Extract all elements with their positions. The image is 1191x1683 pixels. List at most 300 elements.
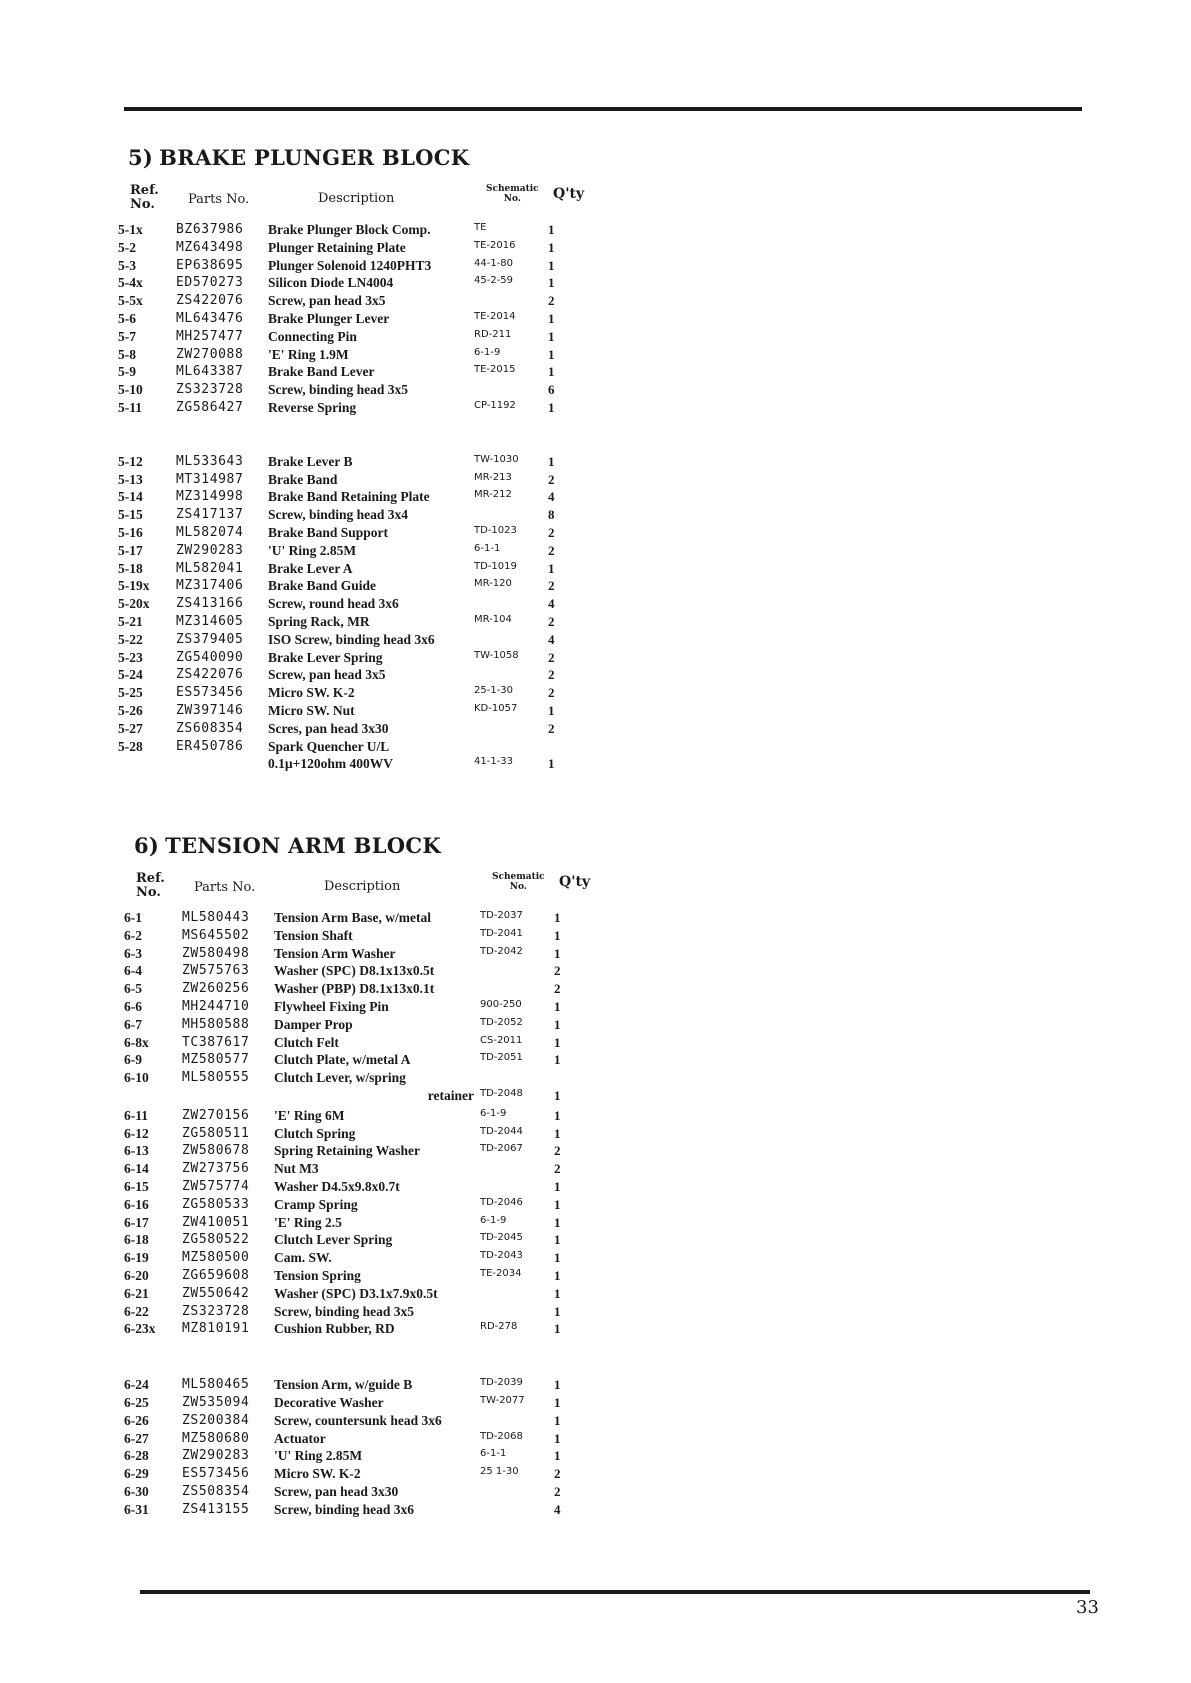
- cell-schematic: TD-2045: [480, 1232, 523, 1244]
- cell-part-no: ZW270156: [182, 1107, 250, 1123]
- cell-ref: 6-15: [124, 1178, 149, 1194]
- cell-ref: 6-8x: [124, 1034, 149, 1050]
- cell-description: Screw, pan head 3x5: [268, 293, 386, 309]
- cell-description: Plunger Solenoid 1240PHT3: [268, 257, 432, 273]
- cell-description: Tension Arm, w/guide B: [274, 1377, 413, 1393]
- cell-description: Tension Shaft: [274, 927, 353, 943]
- cell-part-no: ML643387: [176, 364, 244, 380]
- parts-list: [118, 454, 598, 757]
- cell-ref: 6-29: [124, 1466, 149, 1482]
- cell-ref: 6-11: [124, 1107, 149, 1123]
- cell-ref: 6-2: [124, 927, 142, 943]
- cell-part-no: ZS422076: [176, 293, 244, 309]
- cell-schematic: 6-1-1: [474, 542, 501, 554]
- table-row: [118, 400, 598, 418]
- table-row: [124, 1250, 604, 1268]
- cell-description: 'E' Ring 6M: [274, 1107, 345, 1123]
- cell-schematic: TW-1030: [474, 453, 519, 465]
- cell-part-no: ZG586427: [176, 399, 244, 415]
- cell-part-no: ZG540090: [176, 649, 244, 665]
- table-row: [118, 364, 598, 382]
- cell-qty: 1: [548, 328, 555, 344]
- cell-ref: 6-25: [124, 1394, 149, 1410]
- table-row: [118, 650, 598, 668]
- cell-schematic: TD-2067: [480, 1143, 523, 1155]
- top-rule: [124, 107, 1082, 111]
- cell-ref: 6-12: [124, 1125, 149, 1141]
- cell-ref: 5-3: [118, 257, 136, 273]
- cell-qty: 1: [548, 364, 555, 380]
- cell-qty: 1: [548, 560, 555, 576]
- cell-description: Cushion Rubber, RD: [274, 1321, 395, 1337]
- cell-part-no: BZ637986: [176, 222, 244, 237]
- cell-part-no: MZ580680: [182, 1430, 250, 1446]
- cell-ref: 5-27: [118, 720, 143, 736]
- cell-description: Screw, countersunk head 3x6: [274, 1412, 442, 1428]
- table-row: [118, 382, 598, 400]
- cell-qty: 2: [548, 542, 555, 558]
- cell-ref: 6-1: [124, 910, 142, 925]
- cell-description: Plunger Retaining Plate: [268, 239, 406, 255]
- cell-qty: 4: [548, 631, 555, 647]
- section-brake-plunger-block: [118, 145, 598, 774]
- cell-description: Spring Retaining Washer: [274, 1143, 421, 1159]
- cell-ref: 5-13: [118, 471, 143, 487]
- cell-part-no: ZG659608: [182, 1267, 250, 1283]
- cell-part-no: ZS413166: [176, 596, 244, 612]
- cell-schematic: TD-2052: [480, 1016, 523, 1028]
- cell-qty: 1: [554, 1394, 561, 1410]
- section-title: 6) TENSION ARM BLOCK: [134, 833, 441, 858]
- cell-schematic: MR-213: [474, 471, 512, 483]
- cell-description: Brake Lever A: [268, 560, 353, 576]
- cell-ref: 5-12: [118, 453, 143, 469]
- cell-ref: 6-17: [124, 1214, 149, 1230]
- cell-part-no: MH580588: [182, 1016, 250, 1032]
- cell-qty: 1: [554, 1196, 561, 1212]
- cell-part-no: ZW290283: [182, 1448, 250, 1464]
- cell-ref: 6-10: [124, 1070, 149, 1086]
- table-header: [124, 872, 604, 908]
- cell-description: Spring Rack, MR: [268, 613, 370, 629]
- cell-part-no: MZ643498: [176, 239, 244, 255]
- table-row: [124, 1321, 604, 1339]
- table-row: [124, 1215, 604, 1233]
- cell-ref: 6-20: [124, 1267, 149, 1283]
- cell-part-no: ZW397146: [176, 702, 244, 718]
- cell-part-no: MZ580577: [182, 1052, 250, 1068]
- cell-part-no: ML580465: [182, 1377, 250, 1393]
- cell-description: 'U' Ring 2.85M: [274, 1448, 363, 1464]
- cell-ref: 5-6: [118, 310, 136, 326]
- cell-ref: 5-15: [118, 507, 143, 523]
- cell-qty: 2: [554, 1143, 561, 1159]
- cell-ref: 6-18: [124, 1232, 149, 1248]
- cell-ref: 6-13: [124, 1143, 149, 1159]
- table-row: [124, 1161, 604, 1179]
- cell-description: ISO Screw, binding head 3x6: [268, 631, 435, 647]
- table-row: [124, 928, 604, 946]
- cell-qty: 2: [548, 649, 555, 665]
- table-row: [118, 632, 598, 650]
- cell-schematic: 44-1-80: [474, 257, 514, 269]
- cell-ref: 6-24: [124, 1377, 149, 1393]
- header-parts-no: Parts No.: [194, 880, 256, 895]
- table-row: [124, 1070, 604, 1088]
- cell-description: Washer (SPC) D3.1x7.9x0.5t: [274, 1285, 438, 1301]
- table-header: [118, 184, 598, 220]
- table-row: [118, 525, 598, 543]
- cell-description: Washer (SPC) D8.1x13x0.5t: [274, 963, 435, 979]
- cell-qty: 1: [554, 945, 561, 961]
- cell-description: Tension Arm Washer: [274, 945, 396, 961]
- cell-description: Screw, binding head 3x6: [274, 1501, 415, 1517]
- table-row: [124, 1377, 604, 1395]
- cell-ref: 6-4: [124, 963, 142, 979]
- cell-schematic: CP-1192: [474, 399, 516, 411]
- cell-qty: 1: [554, 1016, 561, 1032]
- cell-part-no: ED570273: [176, 275, 244, 291]
- cell-part-no: ES573456: [176, 685, 244, 701]
- cell-ref: 6-21: [124, 1285, 149, 1301]
- cell-qty: 2: [548, 578, 555, 594]
- cell-part-no: ZS417137: [176, 507, 244, 523]
- table-row: [118, 596, 598, 614]
- cell-part-no: ZS323728: [176, 382, 244, 398]
- cell-ref: 6-5: [124, 981, 142, 997]
- table-row: [118, 240, 598, 258]
- cell-qty: 2: [554, 1483, 561, 1499]
- cell-qty: 1: [548, 756, 555, 772]
- cell-qty: 1: [548, 275, 555, 291]
- cell-ref: 5-5x: [118, 293, 143, 309]
- table-row: [118, 507, 598, 525]
- cell-description: Washer (PBP) D8.1x13x0.1t: [274, 981, 435, 997]
- cell-schematic: TE-2015: [474, 364, 516, 376]
- cell-description: 'E' Ring 1.9M: [268, 346, 349, 362]
- cell-schematic: 25 1-30: [480, 1466, 519, 1478]
- cell-part-no: ZS379405: [176, 631, 244, 647]
- cell-description: Brake Band Support: [268, 524, 389, 540]
- page-number: 33: [1076, 1597, 1099, 1618]
- cell-qty: 2: [554, 963, 561, 979]
- cell-schematic: MR-120: [474, 578, 512, 590]
- cell-qty: 1: [548, 346, 555, 362]
- table-row: [124, 1484, 604, 1502]
- cell-part-no: ZS422076: [176, 667, 244, 683]
- cell-ref: 6-16: [124, 1196, 149, 1212]
- cell-qty: 2: [548, 685, 555, 701]
- cell-schematic: MR-104: [474, 613, 512, 625]
- cell-description: Screw, round head 3x6: [268, 596, 399, 612]
- cell-part-no: ZW550642: [182, 1285, 250, 1301]
- table-row: [118, 578, 598, 596]
- cell-description: Brake Band Retaining Plate: [268, 489, 430, 505]
- cell-part-no: ZW260256: [182, 981, 250, 997]
- cell-part-no: ML582074: [176, 524, 244, 540]
- cell-ref: 5-11: [118, 399, 143, 415]
- cell-ref: 6-3: [124, 945, 142, 961]
- cell-description: Cam. SW.: [274, 1250, 332, 1266]
- cell-description: Spark Quencher U/L: [268, 738, 390, 754]
- cell-schematic: 6-1-1: [480, 1448, 507, 1460]
- header-description: Description: [324, 879, 401, 894]
- cell-qty: 4: [548, 596, 555, 612]
- cell-description: Tension Spring: [274, 1267, 361, 1283]
- cell-ref: 6-14: [124, 1161, 149, 1177]
- cell-qty: 1: [554, 1267, 561, 1283]
- table-row: [124, 1017, 604, 1035]
- table-row: [118, 739, 598, 757]
- cell-part-no: ER450786: [176, 738, 244, 754]
- table-row: [124, 1502, 604, 1520]
- cell-description: Reverse Spring: [268, 399, 357, 415]
- cell-description: Brake Lever B: [268, 453, 353, 469]
- cell-description: 'E' Ring 2.5: [274, 1214, 342, 1230]
- table-row: [124, 999, 604, 1017]
- table-row: [118, 472, 598, 490]
- cell-description: Damper Prop: [274, 1016, 353, 1032]
- cell-part-no: ZW580678: [182, 1143, 250, 1159]
- cell-description: Cramp Spring: [274, 1196, 358, 1212]
- cell-qty: 1: [554, 927, 561, 943]
- table-row: [118, 275, 598, 293]
- cell-description: Clutch Lever Spring: [274, 1232, 393, 1248]
- cell-part-no: ML580443: [182, 910, 250, 925]
- cell-qty: 1: [548, 399, 555, 415]
- cell-part-no: ML582041: [176, 560, 244, 576]
- table-row: [124, 963, 604, 981]
- cell-description: Clutch Felt: [274, 1034, 339, 1050]
- cell-description: Tension Arm Base, w/metal: [274, 910, 432, 925]
- table-row: [118, 703, 598, 721]
- cell-ref: 5-16: [118, 524, 143, 540]
- cell-ref: 5-25: [118, 685, 143, 701]
- table-row: [124, 1304, 604, 1322]
- cell-qty: 1: [554, 1178, 561, 1194]
- cell-description: Micro SW. K-2: [274, 1466, 361, 1482]
- parts-list: [124, 1377, 604, 1519]
- cell-part-no: ES573456: [182, 1466, 250, 1482]
- table-row: [124, 1035, 604, 1053]
- cell-description: Screw, binding head 3x5: [274, 1303, 415, 1319]
- cell-part-no: ZW270088: [176, 346, 244, 362]
- table-row: [124, 946, 604, 964]
- cell-schematic: CS-2011: [480, 1034, 523, 1046]
- cell-part-no: ZS323728: [182, 1303, 250, 1319]
- table-row: [124, 1448, 604, 1466]
- section-title: 5) BRAKE PLUNGER BLOCK: [128, 145, 470, 170]
- cell-schematic: RD-278: [480, 1321, 518, 1333]
- cell-schematic: TD-2048: [480, 1087, 523, 1099]
- table-row: [124, 1143, 604, 1161]
- table-row: [124, 1286, 604, 1304]
- parts-list: [118, 222, 598, 418]
- table-row: [124, 1179, 604, 1197]
- table-row-continuation: [124, 1088, 604, 1106]
- cell-qty: 2: [554, 1466, 561, 1482]
- cell-qty: 2: [548, 613, 555, 629]
- table-row: [124, 910, 604, 928]
- cell-ref: 6-6: [124, 998, 142, 1014]
- cell-ref: 5-20x: [118, 596, 150, 612]
- cell-schematic: KD-1057: [474, 702, 518, 714]
- parts-list: [124, 1108, 604, 1339]
- cell-ref: 5-22: [118, 631, 143, 647]
- header-schematic-no: Schematic No.: [486, 184, 539, 204]
- table-row: [124, 1466, 604, 1484]
- cell-qty: 1: [548, 222, 555, 237]
- header-qty: Q'ty: [559, 874, 591, 890]
- cell-qty: 1: [554, 998, 561, 1014]
- cell-part-no: ZW410051: [182, 1214, 250, 1230]
- cell-ref: 5-2: [118, 239, 136, 255]
- table-row: [124, 1108, 604, 1126]
- cell-part-no: MH244710: [182, 998, 250, 1014]
- cell-ref: 5-23: [118, 649, 143, 665]
- cell-qty: 2: [554, 981, 561, 997]
- cell-qty: 2: [548, 524, 555, 540]
- cell-part-no: ZW575774: [182, 1178, 250, 1194]
- cell-schematic: TD-2041: [480, 927, 523, 939]
- cell-ref: 6-28: [124, 1448, 149, 1464]
- cell-qty: 1: [554, 1034, 561, 1050]
- section-tension-arm-block: [124, 833, 604, 1520]
- cell-ref: 5-8: [118, 346, 136, 362]
- table-row: [118, 293, 598, 311]
- table-row: [118, 311, 598, 329]
- cell-qty: 1: [548, 453, 555, 469]
- cell-qty: 1: [554, 1214, 561, 1230]
- cell-schematic: TE-2014: [474, 310, 516, 322]
- cell-part-no: MS645502: [182, 927, 250, 943]
- cell-part-no: MH257477: [176, 328, 244, 344]
- cell-description: Clutch Spring: [274, 1125, 356, 1141]
- cell-schematic: TD-2039: [480, 1377, 523, 1389]
- cell-ref: 6-30: [124, 1483, 149, 1499]
- cell-description: Brake Lever Spring: [268, 649, 383, 665]
- table-row: [118, 543, 598, 561]
- cell-ref: 5-1x: [118, 222, 143, 237]
- cell-schematic: 25-1-30: [474, 685, 514, 697]
- header-ref: Ref. No.: [136, 871, 165, 900]
- cell-part-no: ZW273756: [182, 1161, 250, 1177]
- cell-schematic: TW-2077: [480, 1394, 525, 1406]
- cell-ref: 5-26: [118, 702, 143, 718]
- cell-schematic: TW-1058: [474, 649, 519, 661]
- cell-description: 0.1µ+120ohm 400WV: [268, 756, 393, 772]
- bottom-rule: [140, 1590, 1090, 1594]
- cell-qty: 2: [548, 471, 555, 487]
- cell-qty: 8: [548, 507, 555, 523]
- cell-description: Actuator: [274, 1430, 326, 1446]
- cell-part-no: ZG580522: [182, 1232, 250, 1248]
- table-row: [124, 1431, 604, 1449]
- cell-schematic: TD-2044: [480, 1125, 523, 1137]
- cell-description: Decorative Washer: [274, 1394, 384, 1410]
- cell-qty: 1: [554, 1430, 561, 1446]
- cell-part-no: MZ314605: [176, 613, 244, 629]
- cell-ref: 5-17: [118, 542, 143, 558]
- cell-description: Brake Band: [268, 471, 338, 487]
- cell-ref: 5-10: [118, 382, 143, 398]
- cell-schematic: TD-2068: [480, 1430, 523, 1442]
- cell-qty: 1: [554, 1448, 561, 1464]
- cell-description: Micro SW. Nut: [268, 702, 355, 718]
- cell-description: Washer D4.5x9.8x0.7t: [274, 1178, 400, 1194]
- cell-description: Clutch Lever, w/spring: [274, 1070, 406, 1086]
- cell-ref: 5-28: [118, 738, 143, 754]
- cell-qty: 1: [554, 1052, 561, 1068]
- cell-schematic: 6-1-9: [480, 1214, 507, 1226]
- table-row: [124, 1052, 604, 1070]
- cell-part-no: ZW290283: [176, 542, 244, 558]
- cell-part-no: EP638695: [176, 257, 244, 273]
- cell-part-no: ZS200384: [182, 1412, 250, 1428]
- cell-part-no: ZG580511: [182, 1125, 250, 1141]
- cell-schematic: TD-2046: [480, 1196, 523, 1208]
- cell-description: Screw, pan head 3x30: [274, 1483, 399, 1499]
- cell-part-no: MZ580500: [182, 1250, 250, 1266]
- cell-qty: 1: [554, 1377, 561, 1393]
- cell-qty: 1: [554, 1232, 561, 1248]
- table-row: [118, 347, 598, 365]
- cell-schematic: TE-2016: [474, 239, 516, 251]
- table-row: [118, 454, 598, 472]
- table-row: [118, 685, 598, 703]
- cell-qty: 6: [548, 382, 555, 398]
- cell-schematic: 41-1-33: [474, 756, 514, 768]
- cell-description: Flywheel Fixing Pin: [274, 998, 389, 1014]
- cell-part-no: ZG580533: [182, 1196, 250, 1212]
- cell-ref: 6-26: [124, 1412, 149, 1428]
- cell-description: Connecting Pin: [268, 328, 357, 344]
- cell-schematic: TD-2042: [480, 945, 523, 957]
- cell-part-no: MZ317406: [176, 578, 244, 594]
- table-row: [124, 1197, 604, 1215]
- cell-schematic: TD-1019: [474, 560, 517, 572]
- cell-description: retainer: [427, 1087, 474, 1103]
- cell-qty: 2: [548, 293, 555, 309]
- cell-qty: 1: [554, 1250, 561, 1266]
- cell-qty: 1: [554, 1285, 561, 1301]
- table-row: [124, 981, 604, 999]
- cell-part-no: MZ810191: [182, 1321, 250, 1337]
- cell-ref: 6-27: [124, 1430, 149, 1446]
- cell-description: Clutch Plate, w/metal A: [274, 1052, 411, 1068]
- cell-ref: 6-19: [124, 1250, 149, 1266]
- table-row: [118, 329, 598, 347]
- cell-ref: 6-7: [124, 1016, 142, 1032]
- header-description: Description: [318, 191, 395, 206]
- cell-description: Nut M3: [274, 1161, 319, 1177]
- cell-description: Screw, binding head 3x4: [268, 507, 409, 523]
- header-schematic-no: Schematic No.: [492, 872, 545, 892]
- cell-ref: 5-19x: [118, 578, 150, 594]
- header-ref: Ref. No.: [130, 183, 159, 212]
- cell-qty: 4: [548, 489, 555, 505]
- table-row: [118, 489, 598, 507]
- cell-schematic: 6-1-9: [480, 1107, 507, 1119]
- cell-schematic: RD-211: [474, 328, 512, 340]
- cell-part-no: MT314987: [176, 471, 244, 487]
- cell-ref: 6-22: [124, 1303, 149, 1319]
- cell-schematic: TD-2051: [480, 1052, 523, 1064]
- table-row: [124, 1232, 604, 1250]
- cell-part-no: ZS508354: [182, 1483, 250, 1499]
- table-row: [118, 721, 598, 739]
- table-row: [118, 561, 598, 579]
